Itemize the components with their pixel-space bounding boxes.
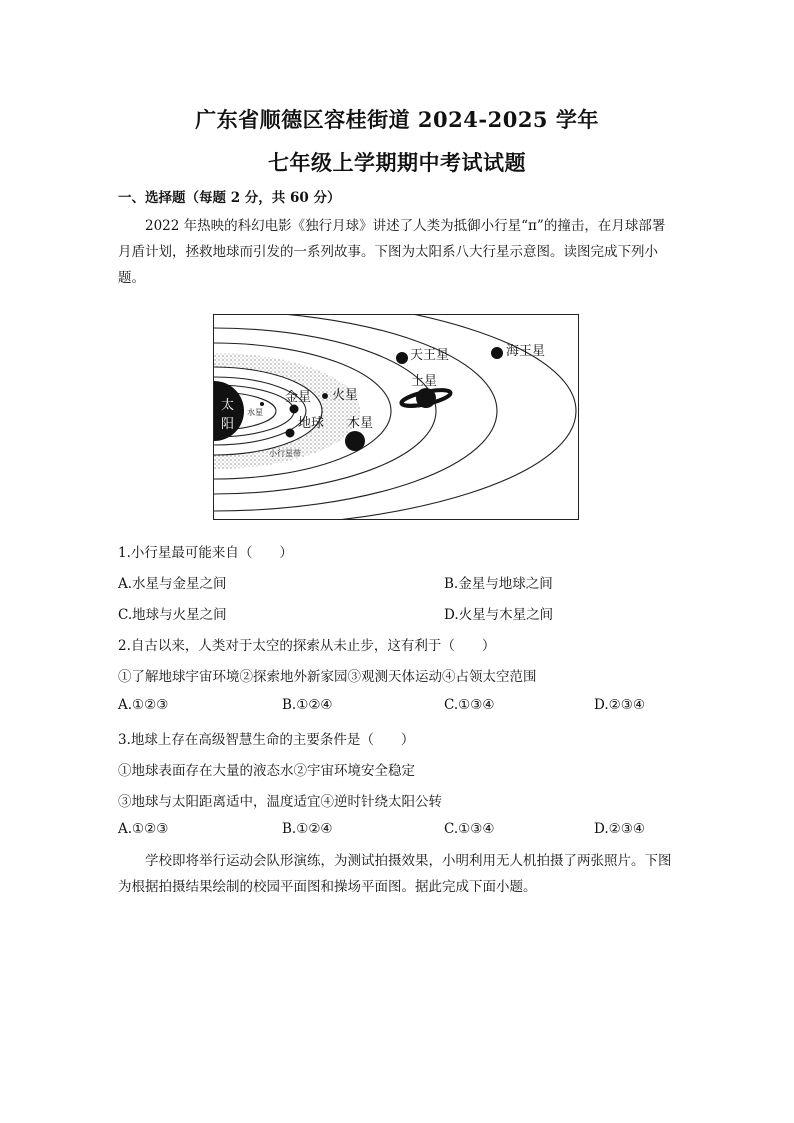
q1-option-b[interactable]: B.金星与地球之间 xyxy=(444,576,553,592)
mercury-label: 水星 xyxy=(247,408,263,417)
sun-label-1: 太 xyxy=(221,398,235,413)
earth-label: 地球 xyxy=(298,416,325,431)
question-1-stem: 1.小行星最可能来自（ ） xyxy=(118,545,293,561)
mars-label: 火星 xyxy=(332,388,359,403)
question-3-statements-2: ③地球与太阳距离适中，温度适宜④逆时针绕太阳公转 xyxy=(118,794,442,810)
question-3-stem: 3.地球上存在高级智慧生命的主要条件是（ ） xyxy=(118,732,415,748)
solar-system-figure xyxy=(213,314,579,520)
intro-paragraph-2: 学校即将举行运动会队形演练，为测试拍摄效果，小明利用无人机拍摄了两张照片。下图为根据拍摄结果绘制的校园平面图和操场平面图。据此完成下面小题。 xyxy=(118,853,672,895)
q1-option-c[interactable]: C.地球与火星之间 xyxy=(118,607,227,623)
neptune xyxy=(491,347,503,359)
section-heading: 一、选择题（每题 2 分，共 60 分） xyxy=(118,190,341,206)
q3-option-a[interactable]: A.①②③ xyxy=(118,821,169,837)
jupiter xyxy=(345,431,365,451)
question-3-statements-1: ①地球表面存在大量的液态水②宇宙环境安全稳定 xyxy=(118,763,415,779)
jupiter-label: 木星 xyxy=(347,416,374,431)
uranus xyxy=(396,352,408,364)
intro-paragraph-1: 2022 年热映的科幻电影《独行月球》讲述了人类为抵御小行星“π”的撞击，在月球部署月盾计划，拯救地球而引发的一系列故事。下图为太阳系八大行星示意图。读图完成下列小题。 xyxy=(118,218,666,286)
q3-option-b[interactable]: B.①②④ xyxy=(282,821,333,837)
question-2-stem: 2.自古以来，人类对于太空的探索从未止步，这有利于（ ） xyxy=(118,638,496,654)
q2-option-b[interactable]: B.①②④ xyxy=(282,697,333,713)
sun-label-2: 阳 xyxy=(221,417,235,432)
saturn-label: 土星 xyxy=(411,374,438,389)
earth xyxy=(286,429,295,438)
q3-option-c[interactable]: C.①③④ xyxy=(444,821,495,837)
q1-option-d[interactable]: D.火星与木星之间 xyxy=(444,607,554,623)
question-2-statements: ①了解地球宇宙环境②探索地外新家园③观测天体运动④占领太空范围 xyxy=(118,669,537,685)
mars xyxy=(322,393,328,399)
q3-option-d[interactable]: D.②③④ xyxy=(594,821,645,837)
asteroid-belt-label: 小行星带 xyxy=(269,449,301,458)
venus xyxy=(290,405,299,414)
q2-option-d[interactable]: D.②③④ xyxy=(594,697,645,713)
mercury xyxy=(260,402,264,406)
q1-option-a[interactable]: A.水星与金星之间 xyxy=(118,576,227,592)
q2-option-a[interactable]: A.①②③ xyxy=(118,697,169,713)
neptune-label: 海王星 xyxy=(506,344,546,359)
saturn xyxy=(400,387,451,409)
venus-label: 金星 xyxy=(285,390,312,405)
page-subtitle: 七年级上学期期中考试试题 xyxy=(268,150,526,175)
q2-option-c[interactable]: C.①③④ xyxy=(444,697,495,713)
uranus-label: 天王星 xyxy=(410,348,450,363)
page-title: 广东省顺德区容桂街道 2024-2025 学年 xyxy=(195,107,599,132)
